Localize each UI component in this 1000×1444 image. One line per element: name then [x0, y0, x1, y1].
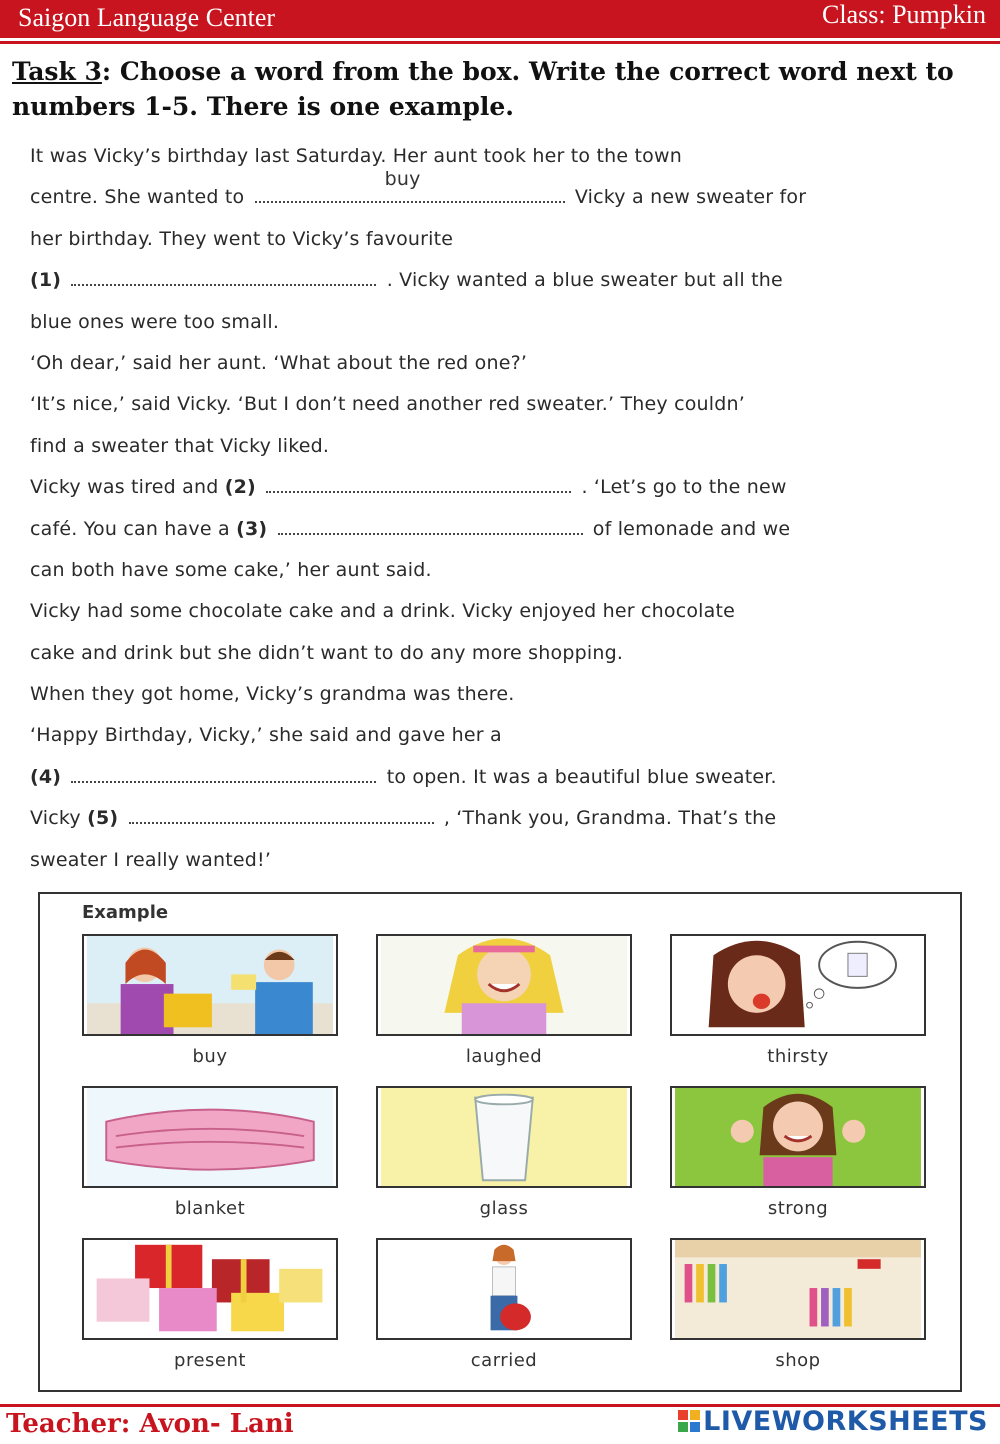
buy-picture — [82, 934, 338, 1036]
story-text-span: When they got home, Vicky’s grandma was there. — [30, 683, 515, 706]
shop-picture — [670, 1238, 926, 1340]
word-label: strong — [767, 1198, 829, 1219]
header-bar — [0, 0, 1000, 38]
word-label: laughed — [465, 1046, 543, 1067]
story-line — [30, 840, 980, 881]
story-line — [30, 384, 980, 425]
word-label: blanket — [174, 1198, 246, 1219]
story-line — [30, 467, 980, 508]
teacher-name: Teacher: Avon- Lani — [6, 1409, 294, 1439]
word-card-carried — [376, 1238, 632, 1371]
blanket-picture — [82, 1086, 338, 1188]
story-text-span: Vicky had some chocolate cake and a drink. Vicky enjoyed her chocolate — [30, 600, 736, 623]
story-line — [30, 343, 980, 384]
story-text-span: to open. It was a beautiful blue sweater. — [386, 765, 777, 788]
story-line — [30, 633, 980, 674]
word-label: present — [174, 1350, 246, 1371]
story-line — [30, 219, 980, 260]
blank-number-2: (2) — [224, 476, 256, 499]
presents-icon — [84, 1240, 336, 1338]
story-text-span: . ‘Let’s go to the new — [581, 476, 787, 499]
story-text-span: her birthday. They went to Vicky’s favourite — [30, 227, 454, 250]
word-card-present — [82, 1238, 338, 1371]
story-line — [30, 260, 980, 301]
story-text-span: cake and drink but she didn’t want to do any more shopping. — [30, 641, 624, 664]
word-label: glass — [479, 1198, 529, 1219]
story-line — [30, 550, 980, 591]
story-text-span: café. You can have a — [30, 517, 230, 540]
word-card-buy — [82, 934, 338, 1067]
logo-squares-icon — [678, 1410, 700, 1432]
blank-number-1: (1) — [30, 269, 62, 292]
answer-blank-2[interactable] — [266, 471, 571, 493]
blank-number-4: (4) — [30, 765, 62, 788]
story-text-span: It was Vicky’s birthday last Saturday. Her aunt took her to the town — [30, 145, 682, 167]
word-box — [38, 892, 962, 1392]
story-line — [30, 426, 980, 467]
word-label: shop — [775, 1350, 821, 1371]
story-text-span: blue ones were too small. — [30, 310, 280, 333]
answer-blank-3[interactable] — [278, 513, 583, 535]
word-label: buy — [192, 1046, 228, 1067]
word-card-laughed — [376, 934, 632, 1067]
answer-blank-1[interactable] — [71, 264, 376, 286]
example-answer: buy — [384, 168, 421, 191]
laughing-girl-icon — [378, 936, 630, 1034]
word-card-strong — [670, 1086, 926, 1219]
story-text-span: of lemonade and we — [592, 517, 791, 540]
brand-text: LIVEWORKSHEETS — [703, 1406, 988, 1437]
story-text-span: find a sweater that Vicky liked. — [30, 434, 330, 457]
story-text-span: Vicky — [30, 807, 81, 830]
answer-blank-5[interactable] — [129, 802, 434, 824]
story-text-span: . Vicky wanted a blue sweater but all the — [386, 269, 783, 292]
story-text-span: can both have some cake,’ her aunt said. — [30, 558, 432, 581]
girl-carrying-bag-icon — [378, 1240, 630, 1338]
word-label: thirsty — [767, 1046, 829, 1067]
story-line — [30, 302, 980, 343]
story-text-span: ‘It’s nice,’ said Vicky. ‘But I don’t need another red sweater.’ They couldn’ — [30, 393, 746, 416]
word-card-glass — [376, 1086, 632, 1219]
blank-number-3: (3) — [236, 517, 268, 540]
story-text-span: ‘Oh dear,’ said her aunt. ‘What about the red one?’ — [30, 351, 528, 374]
story-line — [30, 674, 980, 715]
laughed-picture — [376, 934, 632, 1036]
class-name: Class: Pumpkin — [822, 0, 986, 29]
story-text — [30, 136, 980, 881]
strong-picture — [670, 1086, 926, 1188]
task-label: Task 3 — [12, 57, 102, 86]
answer-blank-4[interactable] — [71, 761, 376, 783]
thirsty-girl-icon — [672, 936, 924, 1034]
story-text-span: centre. She wanted to — [30, 186, 245, 209]
task-text: : Choose a word from the box. Write the correct word next to numbers 1-5. There is one example. — [12, 57, 954, 121]
glass-picture — [376, 1086, 632, 1188]
story-text-span: , ‘Thank you, Grandma. That’s the — [443, 807, 777, 830]
blanket-icon — [84, 1088, 336, 1186]
liveworksheets-logo — [678, 1406, 988, 1437]
story-text-span: ‘Happy Birthday, Vicky,’ she said and gave her a — [30, 724, 502, 747]
word-card-shop — [670, 1238, 926, 1371]
word-label: carried — [470, 1350, 538, 1371]
story-line — [30, 136, 980, 177]
word-box-title: Example — [82, 902, 169, 923]
story-line — [30, 757, 980, 798]
task-instructions — [12, 54, 982, 124]
header-divider — [0, 41, 1000, 44]
blank-number-5: (5) — [87, 807, 119, 830]
story-text-span: Vicky was tired and — [30, 476, 219, 499]
thirsty-picture — [670, 934, 926, 1036]
story-text-span: sweater I really wanted!’ — [30, 848, 272, 871]
strong-girl-icon — [672, 1088, 924, 1186]
story-line — [30, 715, 980, 756]
story-line — [30, 591, 980, 632]
shopping-illustration-icon — [84, 936, 336, 1034]
word-card-blanket — [82, 1086, 338, 1219]
story-line — [30, 798, 980, 839]
clothes-shop-icon — [672, 1240, 924, 1338]
carried-picture — [376, 1238, 632, 1340]
present-picture — [82, 1238, 338, 1340]
story-line — [30, 168, 980, 218]
word-card-thirsty — [670, 934, 926, 1067]
story-line — [30, 509, 980, 550]
glass-icon — [378, 1088, 630, 1186]
story-text-span: Vicky a new sweater for — [574, 186, 807, 209]
school-name: Saigon Language Center — [18, 3, 276, 32]
example-blank — [255, 168, 565, 203]
